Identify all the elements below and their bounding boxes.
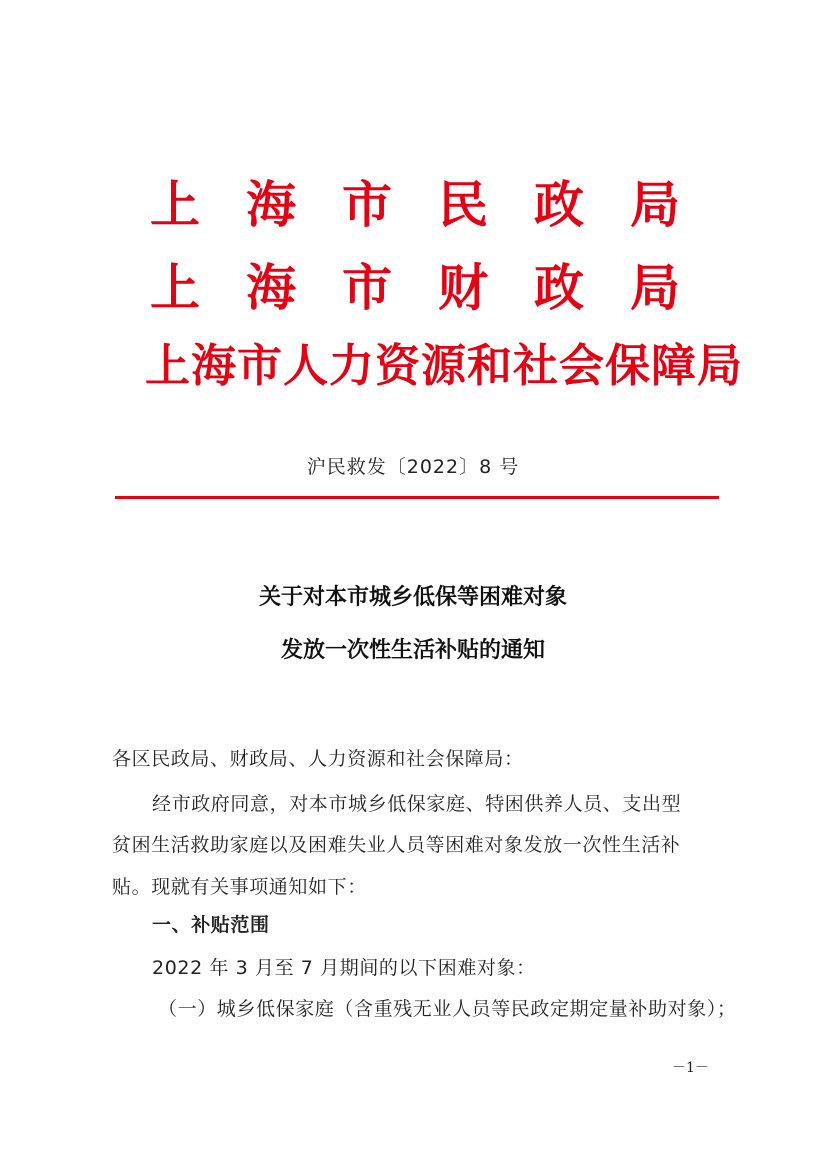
issuer-char: 上 xyxy=(150,258,200,317)
issuer-shanghai-hrss: 上海市人力资源和社会保障局 xyxy=(145,339,744,392)
issuer-char: 海 xyxy=(246,175,296,234)
issuer-char: 海 xyxy=(246,258,296,317)
paragraph-1-line-2: 贫困生活救助家庭以及困难失业人员等困难对象发放一次性生活补 xyxy=(112,834,681,856)
paragraph-3-item-1: （一）城乡低保家庭（含重残无业人员等民政定期定量补助对象）； xyxy=(158,998,737,1020)
issuer-char: 财 xyxy=(438,258,488,317)
paragraph-2: 2022 年 3 月至 7 月期间的以下困难对象： xyxy=(152,957,536,979)
issuer-char: 民 xyxy=(438,175,488,234)
issuer-char: 上 xyxy=(150,175,200,234)
document-number: 沪民救发〔2022〕8 号 xyxy=(306,456,520,478)
paragraph-1-line-3: 贴。现就有关事项通知如下： xyxy=(112,876,367,898)
issuer-char: 局 xyxy=(630,258,680,317)
document-title-line-1: 关于对本市城乡低保等困难对象 xyxy=(258,584,567,610)
issuer-shanghai-civil-affairs xyxy=(150,175,680,234)
section-heading-1: 一、补贴范围 xyxy=(152,914,270,936)
issuer-char: 局 xyxy=(630,175,680,234)
issuer-shanghai-finance xyxy=(150,258,680,317)
issuer-char: 市 xyxy=(342,258,392,317)
issuer-char: 市 xyxy=(342,175,392,234)
salutation: 各区民政局、财政局、人力资源和社会保障局： xyxy=(112,748,524,770)
issuer-char: 政 xyxy=(534,175,584,234)
document-title-line-2: 发放一次性生活补贴的通知 xyxy=(280,637,545,663)
page-number: －1－ xyxy=(672,1060,709,1076)
issuer-char: 政 xyxy=(534,258,584,317)
paragraph-1-line-1: 经市政府同意，对本市城乡低保家庭、特困供养人员、支出型 xyxy=(152,793,682,815)
red-divider-rule xyxy=(115,496,719,499)
